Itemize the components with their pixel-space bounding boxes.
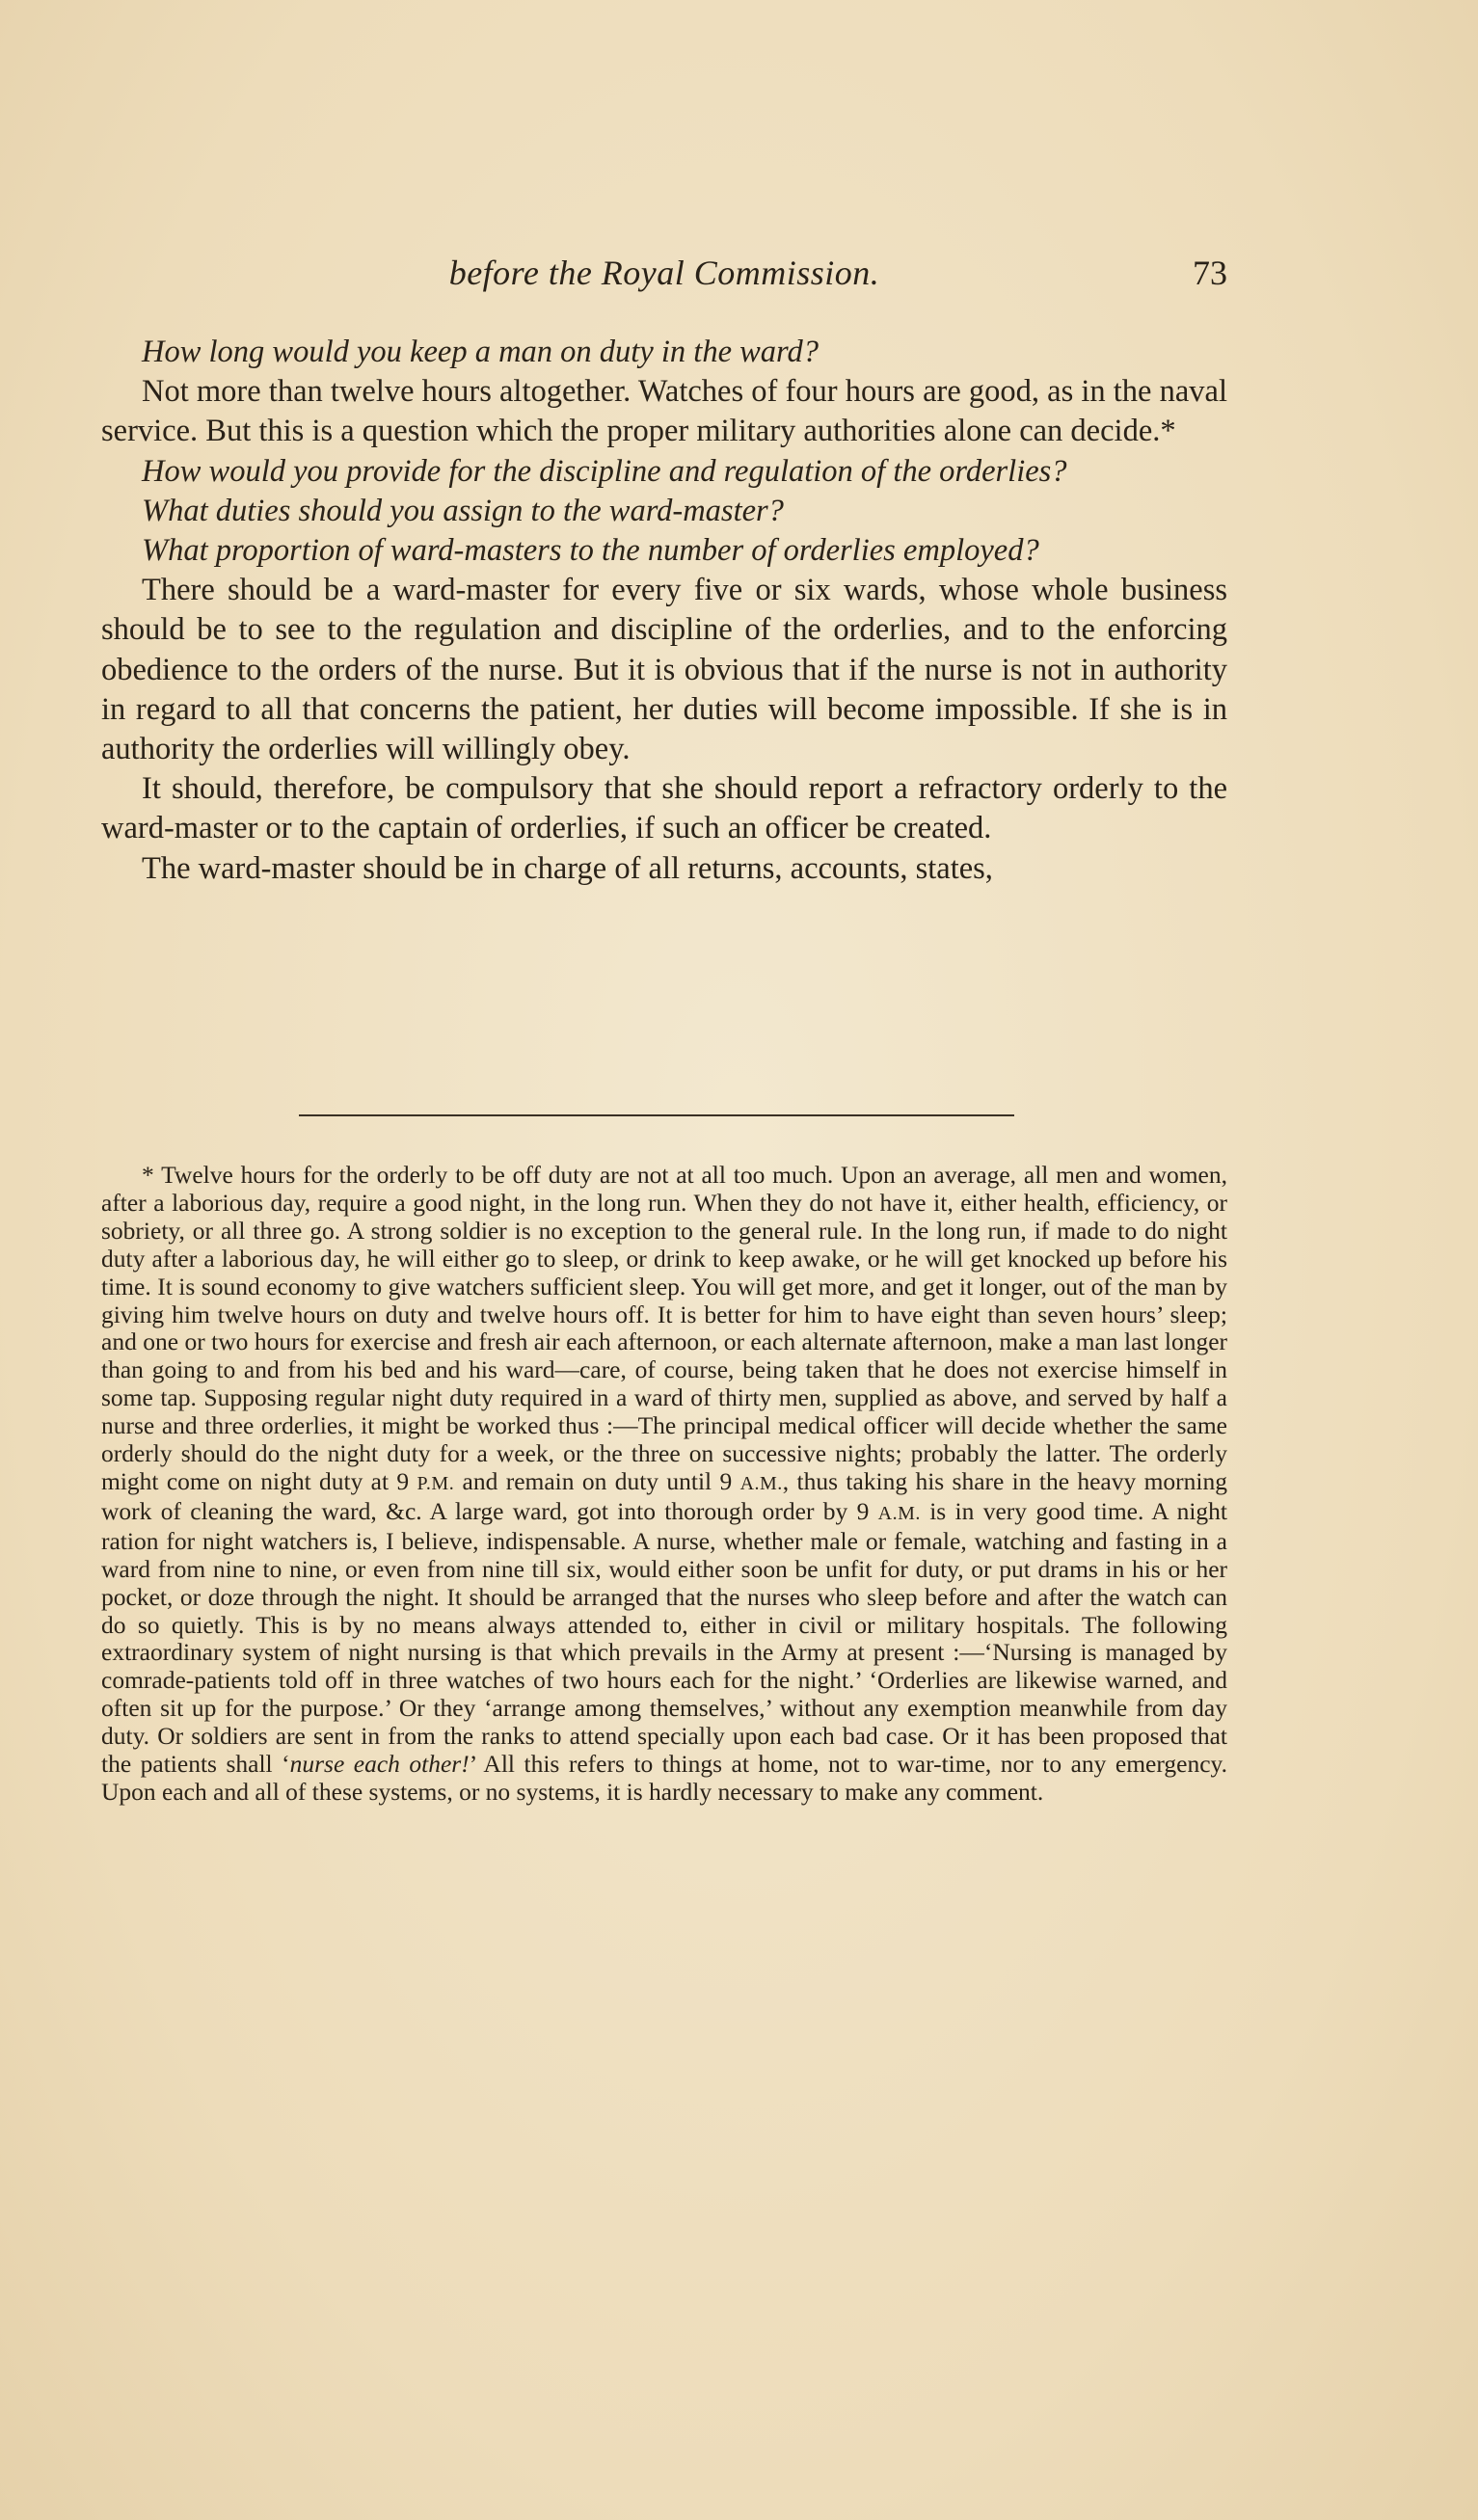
small-caps-am: A.M.: [877, 1502, 921, 1524]
answer-paragraph: Not more than twelve hours altogether. Watches of four hours are good, as in the naval service. But this is a question which the proper military authorities alone can decide.*: [101, 374, 1227, 449]
answer-paragraph: The ward-master should be in charge of all returns, accounts, states,: [142, 850, 993, 886]
running-title: before the Royal Commission.: [448, 254, 880, 292]
footnote-paragraph: * Twelve hours for the orderly to be off duty are not at all too much. Upon an average, all men and women, after a laborious day, require a good night, in the long run. When they do not have it, either health, efficiency, or sobriety, or all three go. A strong soldier is no exception to the general rule. In the long run, if made to do night duty after a laborious day, he will either go to sleep, or drink to keep awake, or he will get knocked up before his time. It is sound economy to give watchers sufficient sleep. You will get more, and get it longer, out of the man by giving him twelve hours on duty and twelve hours off. It is better for him to have eight than seven hours’ sleep; and one or two hours for exercise and fresh air each afternoon, or each alternate afternoon, make a man last longer than going to and from his bed and his ward—care, of course, being taken that he does not exercise himself in some tap. Supposing regular night duty required in a ward of thirty men, supplied as above, and served by half a nurse and three orderlies, it might be worked thus :—The principal medical officer will decide whether the same orderly should do the night duty for a week, or the three on successive nights; probably the latter. The orderly might come on night duty at 9 P.M. and remain on duty until 9 A.M., thus taking his share in the heavy morning work of cleaning the ward, &c. A large ward, got into thorough order by 9 A.M. is in very good time. A night ration for night watchers is, I believe, indispensable. A nurse, whether male or female, watching and fasting in a ward from nine to nine, or even from nine till six, would either soon be unfit for duty, or put drams in his or her pocket, or doze through the night. It should be arranged that the nurses who sleep before and after the watch can do so quietly. This is by no means always attended to, either in civil or military hospitals. The following extraordinary system of night nursing is that which prevails in the Army at present :—‘Nursing is managed by comrade-patients told off in three watches of two hours each for the night.’ ‘Orderlies are likewise warned, and often sit up for the purpose.’ Or they ‘arrange among themselves,’ without any exemption meanwhile from day duty. Or soldiers are sent in from the ranks to attend specially upon each bad case. Or it has been proposed that the patients shall ‘nurse each other!’ All this refers to things at home, not to war-time, nor to any emergency. Upon each and all of these systems, or no systems, it is hardly necessary to make any comment.: [101, 1161, 1228, 1806]
main-text: [101, 333, 1227, 889]
answer-paragraph: There should be a ward-master for every five or six wards, whose whole business should be to see to the regulation and discipline of the orderlies, and to the enforcing obedience to the orders of the nurse. But it is obvious that if the nurse is not in authority in regard to all that concerns the patient, her duties will become impossible. If she is in authority the orderlies will willingly obey.: [101, 573, 1227, 767]
small-caps-pm: P.M.: [417, 1472, 455, 1494]
answer-paragraph: It should, therefore, be compulsory that she should report a refractory orderly to the ward-master or to the captain of orderlies, if such an officer be created.: [101, 771, 1227, 846]
italic-phrase: nurse each other!: [289, 1750, 470, 1779]
question-paragraph: How long would you keep a man on duty in the ward?: [142, 335, 819, 369]
page-number: 73: [1193, 254, 1227, 292]
question-paragraph: What duties should you assign to the ward-master?: [142, 493, 784, 528]
question-paragraph: How would you provide for the discipline and regulation of the orderlies?: [142, 453, 1067, 489]
footnote: [101, 1162, 1227, 1807]
page-header: [101, 253, 1227, 301]
question-paragraph: What proportion of ward-masters to the number of orderlies employed?: [142, 533, 1039, 569]
small-caps-am: A.M.: [739, 1472, 783, 1494]
footnote-divider: [299, 1114, 1014, 1116]
